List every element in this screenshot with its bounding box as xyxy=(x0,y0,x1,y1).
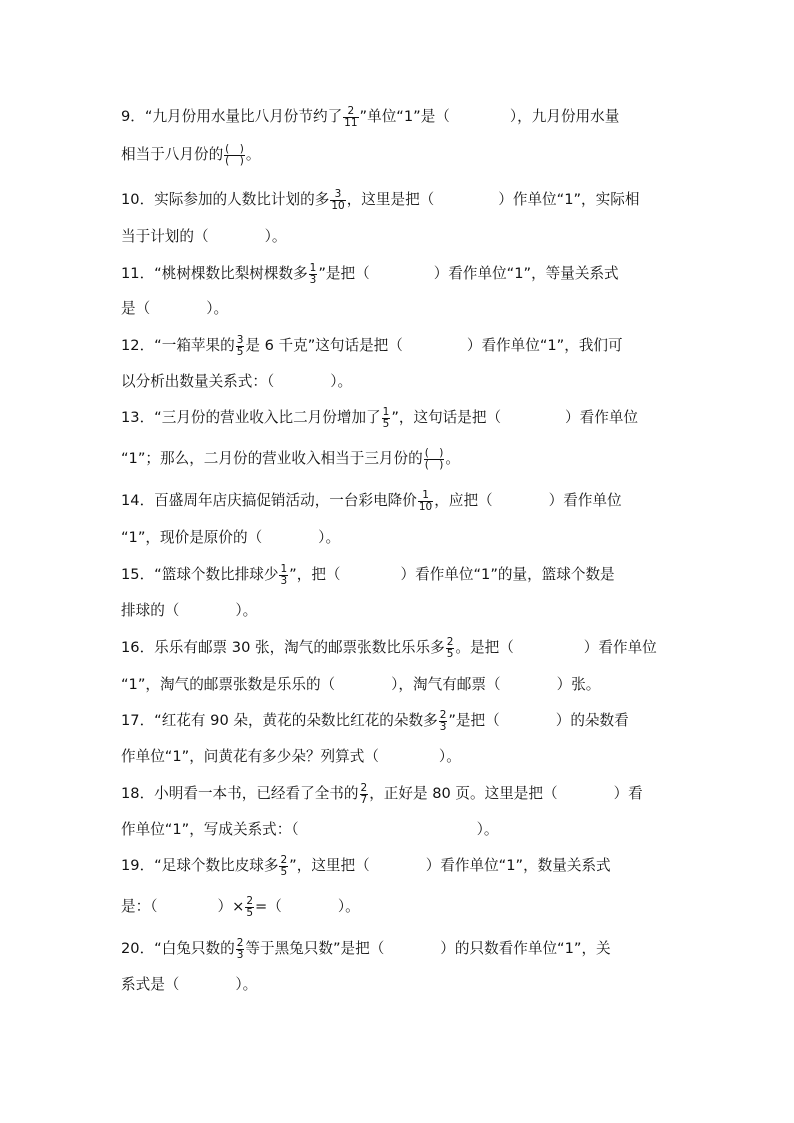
q10-number: 10． xyxy=(121,191,155,208)
q10-text-c: ）作单位“1”，实际相 xyxy=(498,191,640,208)
q13-number: 13． xyxy=(121,409,155,426)
q18-line1 xyxy=(121,779,681,809)
q16-text-d: “1”，淘气的邮票张数是乐乐的（ xyxy=(121,676,336,693)
q19-line1 xyxy=(121,851,681,881)
q12-text-b: 是 6 千克”这句话是把（ xyxy=(245,337,403,354)
q19-number: 19． xyxy=(121,857,155,874)
q19-text-h: ）。 xyxy=(337,898,360,915)
q19-fraction-2 xyxy=(245,896,254,919)
q11-text-a: “桃树棵数比梨树棵数多 xyxy=(154,265,308,282)
q19-fraction-num: 2 xyxy=(280,853,288,866)
q9-fraction-den: 11 xyxy=(344,116,358,129)
q19-text-b: ”，这里把（ xyxy=(289,857,370,874)
q20-line1 xyxy=(121,934,681,964)
q11-text-b: ”是把（ xyxy=(318,265,370,282)
q16-fraction-num: 2 xyxy=(446,635,454,648)
q14-text-a: 百盛周年店庆搞促销活动，一台彩电降价 xyxy=(154,492,417,509)
q19-fraction-2-den: 5 xyxy=(246,906,253,919)
q17-text-b: ”是把（ xyxy=(448,712,500,729)
q11-line1 xyxy=(121,259,681,289)
q9-fraction-num: 2 xyxy=(347,104,355,117)
q17-text-d: 作单位“1”，问黄花有多少朵？列算式（ xyxy=(121,748,379,765)
q15-fraction-den: 3 xyxy=(280,574,288,587)
q20-line2 xyxy=(121,970,681,1000)
q9-text-b: ”单位“1”是（ xyxy=(359,108,450,125)
q16-fraction xyxy=(446,637,455,660)
q19-text-e: ）× xyxy=(217,898,245,915)
q12-text-e: ）。 xyxy=(330,373,353,390)
q18-text-d: 作单位“1”，写成关系式：（ xyxy=(121,821,299,838)
q10-text-a: 实际参加的人数比计划的多 xyxy=(154,191,330,208)
q12-line1 xyxy=(121,331,681,361)
q20-fraction-den: 3 xyxy=(236,948,244,961)
q15-text-b: ”，把（ xyxy=(289,566,341,583)
q17-text-c: ）的朵数看 xyxy=(555,712,629,729)
q12-line2 xyxy=(121,367,681,397)
q11-line2 xyxy=(121,294,681,324)
q13-line1 xyxy=(121,403,681,433)
q11-fraction xyxy=(309,263,318,286)
q17-line1 xyxy=(121,706,681,736)
q19-text-d: 是：（ xyxy=(121,898,158,915)
q18-text-c: ）看 xyxy=(613,785,643,802)
q16-text-f: ）张。 xyxy=(556,676,601,693)
q15-line1 xyxy=(121,560,681,590)
q9-blank-den: ( ) xyxy=(225,154,244,167)
q13-text-b: ”，这句话是把（ xyxy=(391,409,502,426)
q12-fraction-den: 5 xyxy=(236,345,244,358)
q17-text-a: “红花有 90 朵，黄花的朵数比红花的朵数多 xyxy=(154,712,438,729)
q12-number: 12． xyxy=(121,337,155,354)
q15-text-c: ）看作单位“1”的量，篮球个数是 xyxy=(400,566,615,583)
q15-fraction xyxy=(279,564,288,587)
q9-text-d: 相当于八月份的 xyxy=(121,146,224,163)
q19-fraction-2-num: 2 xyxy=(246,894,253,907)
q9-line2 xyxy=(121,140,681,170)
q11-fraction-den: 3 xyxy=(309,273,317,286)
q12-text-d: 以分析出数量关系式：（ xyxy=(121,373,275,390)
q16-number: 16． xyxy=(121,639,155,656)
q13-text-c: ）看作单位 xyxy=(565,409,639,426)
q19-fraction xyxy=(279,855,288,878)
q14-text-c: ）看作单位 xyxy=(548,492,622,509)
q14-fraction-den: 10 xyxy=(418,500,433,513)
q19-text-g: =（ xyxy=(255,898,282,915)
q13-blank-den: ( ) xyxy=(424,458,444,471)
q20-fraction-num: 2 xyxy=(236,936,244,949)
q15-number: 15． xyxy=(121,566,155,583)
q13-fraction-den: 5 xyxy=(382,417,390,430)
q18-fraction-den: 7 xyxy=(360,793,368,806)
q15-fraction-num: 1 xyxy=(280,562,288,575)
q19-line2 xyxy=(121,892,681,922)
q10-text-d: 当于计划的（ xyxy=(121,228,209,245)
q14-text-b: ，应把（ xyxy=(434,492,493,509)
q18-fraction-num: 2 xyxy=(360,781,368,794)
q15-text-a: “篮球个数比排球少 xyxy=(154,566,279,583)
q19-fraction-den: 5 xyxy=(280,865,288,878)
q11-number: 11． xyxy=(121,265,155,282)
q14-line2 xyxy=(121,523,681,553)
q14-text-d: “1”，现价是原价的（ xyxy=(121,529,263,546)
q20-text-b: 等于黑兔只数”是把（ xyxy=(245,940,385,957)
q9-text-e: 。 xyxy=(245,146,261,163)
q12-text-c: ）看作单位“1”，我们可 xyxy=(466,337,623,354)
q13-line2 xyxy=(121,444,681,474)
q20-text-e: ）。 xyxy=(235,976,258,993)
q15-text-d: 排球的（ xyxy=(121,602,180,619)
q10-text-e: ）。 xyxy=(264,228,287,245)
q9-blank-num: ( ) xyxy=(225,142,244,155)
q17-fraction-num: 2 xyxy=(439,708,447,721)
q13-blank-num: ( ) xyxy=(424,446,444,459)
q9-blank-fraction[interactable] xyxy=(224,144,245,167)
q20-number: 20． xyxy=(121,940,155,957)
q14-number: 14． xyxy=(121,492,155,509)
q17-text-e: ）。 xyxy=(438,748,461,765)
q18-line2 xyxy=(121,815,681,845)
q14-text-e: ）。 xyxy=(318,529,341,546)
q10-text-b: ，这里是把（ xyxy=(346,191,435,208)
q15-text-e: ）。 xyxy=(235,602,258,619)
q17-fraction-den: 3 xyxy=(439,720,447,733)
q14-fraction xyxy=(418,490,433,513)
q12-text-a: “一箱苹果的 xyxy=(154,337,235,354)
q10-line1 xyxy=(121,185,681,215)
q16-fraction-den: 5 xyxy=(446,647,454,660)
q14-fraction-num: 1 xyxy=(422,488,429,501)
q19-text-a: “足球个数比皮球多 xyxy=(154,857,279,874)
q13-text-a: “三月份的营业收入比二月份增加了 xyxy=(154,409,381,426)
q10-fraction-den: 10 xyxy=(331,199,345,212)
q9-line1 xyxy=(121,102,681,132)
q19-text-c: ）看作单位“1”，数量关系式 xyxy=(425,857,611,874)
q12-fraction xyxy=(236,335,245,358)
q16-text-a: 乐乐有邮票 30 张，淘气的邮票张数比乐乐多 xyxy=(154,639,445,656)
q15-line2 xyxy=(121,596,681,626)
q11-fraction-num: 1 xyxy=(309,261,317,274)
q10-line2 xyxy=(121,222,681,252)
q17-fraction xyxy=(439,710,448,733)
q16-text-e: ），淘气有邮票（ xyxy=(391,676,501,693)
q9-text-a: “九月份用水量比八月份节约了 xyxy=(144,108,343,125)
q13-text-e: 。 xyxy=(445,450,461,467)
q20-text-d: 系式是（ xyxy=(121,976,180,993)
q18-text-e: ）。 xyxy=(476,821,499,838)
q17-number: 17． xyxy=(121,712,155,729)
q16-line2 xyxy=(121,670,681,700)
q17-line2 xyxy=(121,742,681,772)
q16-line1 xyxy=(121,633,681,663)
q18-fraction xyxy=(360,783,369,806)
q18-number: 18． xyxy=(121,785,155,802)
q18-text-a: 小明看一本书，已经看了全书的 xyxy=(154,785,359,802)
q13-text-d: “1”；那么，二月份的营业收入相当于三月份的 xyxy=(121,450,423,467)
q9-number: 9． xyxy=(121,108,145,125)
q16-text-b: 。是把（ xyxy=(455,639,514,656)
q14-line1 xyxy=(121,486,681,516)
q10-fraction-num: 3 xyxy=(334,187,342,200)
q18-text-b: ，正好是 80 页。这里是把（ xyxy=(369,785,558,802)
q11-text-d: 是（ xyxy=(121,300,151,317)
q12-fraction-num: 3 xyxy=(236,333,244,346)
q16-text-c: ）看作单位 xyxy=(583,639,657,656)
q20-fraction xyxy=(236,938,245,961)
q9-text-c: ），九月份用水量 xyxy=(509,108,620,125)
q13-fraction-num: 1 xyxy=(382,405,390,418)
q11-text-c: ）看作单位“1”，等量关系式 xyxy=(433,265,619,282)
q9-fraction xyxy=(343,106,358,129)
q11-text-e: ）。 xyxy=(206,300,229,317)
q20-text-c: ）的只数看作单位“1”，关 xyxy=(440,940,611,957)
q10-fraction xyxy=(330,189,345,212)
q13-fraction xyxy=(382,407,391,430)
q20-text-a: “白兔只数的 xyxy=(154,940,235,957)
q13-blank-fraction[interactable] xyxy=(424,448,445,471)
